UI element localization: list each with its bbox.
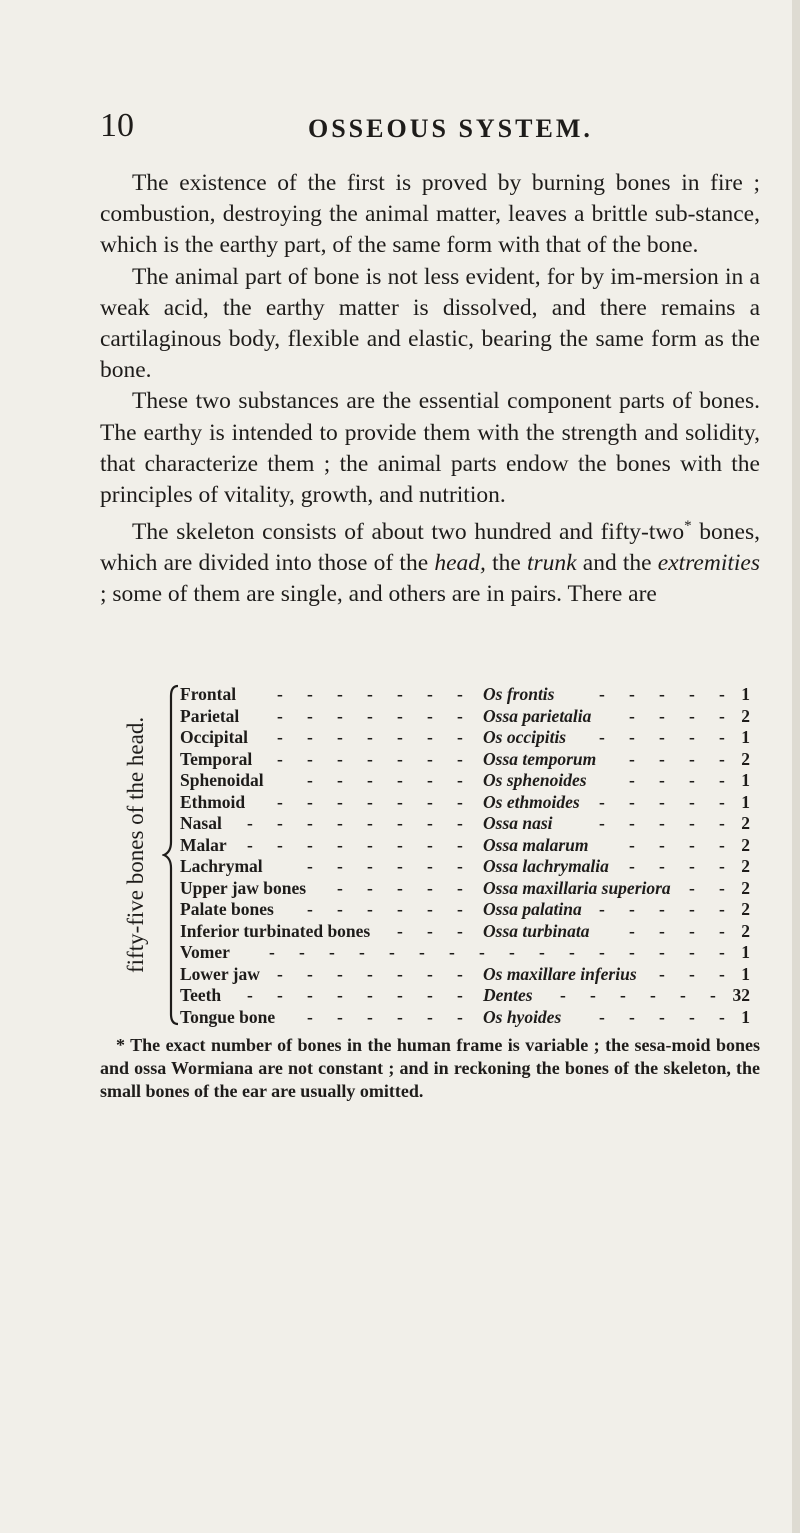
table-row [100,964,760,986]
leader-dash: - [457,684,463,704]
leader-dash: - [397,1006,403,1027]
leader-dash: - [457,834,463,855]
bone-english-name: Sphenoidal [180,770,264,790]
leader-dash: - [277,684,283,704]
leader-dash: - [599,942,605,962]
leader-dash: - [277,727,283,747]
leader-dash: - [329,942,335,962]
bone-latin-name: Os ethmoides [483,791,580,812]
leader-dash: - [307,684,313,704]
leader-dash: - [277,791,283,812]
leader-dash: - [427,684,433,704]
leader-dash: - [569,942,575,962]
footnote-text: * The exact number of bones in the human frame is variable ; the sesa-moid bones and ossa Wormiana are not constant ; and in reckoning the bones of the skeleton, the small bones of the ear are usually omitted. [100,1035,760,1101]
leader-dash: - [659,920,665,941]
leader-dash: - [367,705,373,726]
running-head: OSSEOUS SYSTEM. [308,114,593,143]
bone-english-name: Parietal [180,705,240,726]
bone-count: 2 [741,748,750,769]
table-row [100,985,760,1007]
leader-dash: - [719,834,725,855]
leader-dash: - [659,942,665,962]
leader-dash: - [659,791,665,812]
leader-dash: - [719,877,725,898]
table-row [100,856,760,878]
leader-dash: - [337,963,343,984]
bone-count: 1 [741,770,750,790]
leader-dash: - [710,985,716,1005]
leader-dash: - [659,748,665,769]
leader-dash: - [337,856,343,876]
table-row [100,878,760,900]
bone-count: 1 [741,942,750,962]
leader-dash: - [719,920,725,941]
leader-dash: - [397,684,403,704]
bone-english-name: Occipital [180,727,249,747]
leader-dash: - [689,877,695,898]
bone-english-name: Malar [180,834,227,855]
leader-dash: - [427,813,433,833]
leader-dash: - [307,770,313,790]
leader-dash: - [307,899,313,919]
bone-latin-name: Os sphenoides [483,770,587,790]
leader-dash: - [397,899,403,919]
bone-latin-name: Os hyoides [483,1006,562,1027]
leader-dash: - [689,684,695,704]
leader-dash: - [247,985,253,1005]
leader-dash: - [629,684,635,704]
bone-count: 1 [741,727,750,747]
leader-dash: - [659,1006,665,1027]
leader-dash: - [689,834,695,855]
leader-dash: - [337,877,343,898]
bone-latin-name: Ossa parietalia [483,705,592,726]
leader-dash: - [427,834,433,855]
leader-dash: - [659,963,665,984]
table-row [100,899,760,921]
leader-dash: - [689,791,695,812]
leader-dash: - [277,705,283,726]
leader-dash: - [629,791,635,812]
leader-dash: - [367,1006,373,1027]
bone-count: 2 [741,920,750,941]
table-row [100,706,760,728]
bones-of-head-table [100,684,760,1026]
leader-dash: - [689,856,695,876]
emphasis-trunk: trunk [526,550,577,577]
leader-dash: - [277,834,283,855]
leader-dash: - [457,791,463,812]
leader-dash: - [689,748,695,769]
bone-count: 1 [741,684,750,704]
leader-dash: - [629,834,635,855]
leader-dash: - [509,942,515,962]
bone-english-name: Ethmoid [180,791,246,812]
leader-dash: - [307,834,313,855]
page-edge-shadow [792,0,800,1533]
bone-count: 2 [741,834,750,855]
leader-dash: - [337,770,343,790]
bone-latin-name: Ossa nasi [483,813,553,833]
bone-english-name: Inferior turbinated bones [180,920,371,941]
leader-dash: - [689,942,695,962]
leader-dash: - [337,705,343,726]
leader-dash: - [427,705,433,726]
leader-dash: - [367,727,373,747]
leader-dash: - [367,856,373,876]
leader-dash: - [599,813,605,833]
leader-dash: - [689,963,695,984]
leader-dash: - [307,1006,313,1027]
leader-dash: - [337,791,343,812]
leader-dash: - [659,705,665,726]
leader-dash: - [427,1006,433,1027]
leader-dash: - [307,705,313,726]
bone-count: 2 [741,899,750,919]
leader-dash: - [337,813,343,833]
leader-dash: - [629,705,635,726]
bone-english-name: Frontal [180,684,237,704]
leader-dash: - [719,942,725,962]
leader-dash: - [337,727,343,747]
leader-dash: - [449,942,455,962]
leader-dash: - [367,684,373,704]
leader-dash: - [457,1006,463,1027]
leader-dash: - [367,963,373,984]
bone-latin-name: Ossa temporum [483,748,597,769]
paragraph: These two substances are the essential component parts of bones. The earthy is intended to provide them with the strength and solidity, that characterize them ; the animal parts endow the bones with the principles of vitality, growth, and nutrition. [100,388,760,509]
leader-dash: - [689,899,695,919]
leader-dash: - [427,899,433,919]
leader-dash: - [397,748,403,769]
bone-count: 1 [741,791,750,812]
leader-dash: - [689,920,695,941]
bone-count: 2 [741,877,750,898]
leader-dash: - [629,856,635,876]
leader-dash: - [427,770,433,790]
leader-dash: - [719,770,725,790]
leader-dash: - [367,791,373,812]
leader-dash: - [427,920,433,941]
leader-dash: - [457,899,463,919]
leader-dash: - [689,705,695,726]
leader-dash: - [689,813,695,833]
leader-dash: - [367,834,373,855]
leader-dash: - [307,791,313,812]
table-row [100,727,760,749]
bone-count: 32 [732,985,750,1005]
leader-dash: - [427,727,433,747]
leader-dash: - [479,942,485,962]
bone-latin-name: Ossa malarum [483,834,589,855]
table-row [100,942,760,964]
bone-latin-name: Ossa turbinata [483,920,590,941]
leader-dash: - [457,985,463,1005]
leader-dash: - [457,727,463,747]
leader-dash: - [457,856,463,876]
leader-dash: - [539,942,545,962]
leader-dash: - [397,985,403,1005]
leader-dash: - [719,856,725,876]
leader-dash: - [680,985,686,1005]
leader-dash: - [719,1006,725,1027]
bone-count: 2 [741,813,750,833]
bone-english-name: Lachrymal [180,856,263,876]
leader-dash: - [590,985,596,1005]
leader-dash: - [337,1006,343,1027]
leader-dash: - [719,684,725,704]
leader-dash: - [419,942,425,962]
bone-count: 2 [741,705,750,726]
leader-dash: - [427,856,433,876]
leader-dash: - [397,834,403,855]
leader-dash: - [629,748,635,769]
table-row [100,921,760,943]
leader-dash: - [599,899,605,919]
leader-dash: - [689,1006,695,1027]
footnote [100,1034,760,1103]
emphasis-extremities: extremities [657,550,760,577]
leader-dash: - [299,942,305,962]
leader-dash: - [659,813,665,833]
leader-dash: - [277,985,283,1005]
leader-dash: - [397,856,403,876]
bone-english-name: Upper jaw bones [180,877,307,898]
leader-dash: - [397,963,403,984]
leader-dash: - [659,834,665,855]
bone-latin-name: Ossa lachrymalia [483,856,609,876]
leader-dash: - [307,727,313,747]
table-row [100,835,760,857]
bone-english-name: Temporal [180,748,253,769]
leader-dash: - [659,727,665,747]
paragraph: The existence of the first is proved by burning bones in fire ; combustion, destroying the animal matter, leaves a brittle sub-stance, which is the earthy part, of the same form with that of the bone. [100,170,760,259]
leader-dash: - [457,963,463,984]
leader-dash: - [659,770,665,790]
leader-dash: - [599,791,605,812]
leader-dash: - [337,748,343,769]
leader-dash: - [397,791,403,812]
leader-dash: - [397,920,403,941]
table-row [100,770,760,792]
table-row [100,813,760,835]
leader-dash: - [397,813,403,833]
leader-dash: - [689,770,695,790]
leader-dash: - [629,813,635,833]
bone-english-name: Tongue bone [180,1006,276,1027]
leader-dash: - [337,834,343,855]
page-number: 10 [100,107,134,144]
bone-english-name: Vomer [180,942,230,962]
bone-latin-name: Os occipitis [483,727,567,747]
leader-dash: - [247,834,253,855]
leader-dash: - [599,1006,605,1027]
leader-dash: - [689,727,695,747]
bone-count: 1 [741,963,750,984]
paragraph: The animal part of bone is not less evident, for by im-mersion in a weak acid, the earthy matter is dissolved, and there remains a cartilaginous body, flexible and elastic, bearing the same form as the bone. [100,263,760,384]
bone-latin-name: Os frontis [483,684,555,704]
leader-dash: - [719,813,725,833]
leader-dash: - [337,684,343,704]
bone-english-name: Teeth [180,985,222,1005]
leader-dash: - [719,748,725,769]
leader-dash: - [629,920,635,941]
leader-dash: - [659,856,665,876]
bone-english-name: Palate bones [180,899,274,919]
table-row [100,792,760,814]
leader-dash: - [277,963,283,984]
bone-count: 2 [741,856,750,876]
leader-dash: - [560,985,566,1005]
leader-dash: - [427,963,433,984]
leader-dash: - [427,791,433,812]
leader-dash: - [367,770,373,790]
leader-dash: - [659,899,665,919]
leader-dash: - [307,813,313,833]
leader-dash: - [397,705,403,726]
bone-english-name: Lower jaw [180,963,260,984]
leader-dash: - [427,877,433,898]
leader-dash: - [719,727,725,747]
leader-dash: - [367,899,373,919]
emphasis-head: head, [434,550,486,577]
leader-dash: - [359,942,365,962]
leader-dash: - [367,877,373,898]
leader-dash: - [629,942,635,962]
leader-dash: - [307,963,313,984]
table-row [100,749,760,771]
leader-dash: - [397,877,403,898]
leader-dash: - [457,920,463,941]
leader-dash: - [307,856,313,876]
body-text [100,168,760,611]
leader-dash: - [367,748,373,769]
page-header [100,106,750,146]
leader-dash: - [650,985,656,1005]
leader-dash: - [620,985,626,1005]
bone-latin-name: Dentes [483,985,533,1005]
leader-dash: - [457,748,463,769]
footnote-mark: * [684,518,692,535]
bone-latin-name: Ossa palatina [483,899,582,919]
leader-dash: - [307,748,313,769]
table-row [100,1007,760,1029]
leader-dash: - [719,791,725,812]
leader-dash: - [397,770,403,790]
leader-dash: - [277,748,283,769]
leader-dash: - [427,985,433,1005]
bone-latin-name: Os maxillare inferius [483,963,637,984]
bone-latin-name: Ossa maxillaria superiora [483,877,671,898]
leader-dash: - [367,813,373,833]
leader-dash: - [719,899,725,919]
table-side-label: fifty-five bones of the head. [123,716,148,973]
leader-dash: - [389,942,395,962]
leader-dash: - [629,727,635,747]
leader-dash: - [629,770,635,790]
leader-dash: - [269,942,275,962]
leader-dash: - [277,813,283,833]
bone-english-name: Nasal [180,813,222,833]
leader-dash: - [719,963,725,984]
bone-count: 1 [741,1006,750,1027]
paragraph: The skeleton consists of about two hundred and fifty-two* bones, which are divided into those of the head, the trunk and the extremities ; some of them are single, and others are in pairs. There are [100,518,761,608]
leader-dash: - [457,770,463,790]
table-row [100,684,760,706]
leader-dash: - [599,684,605,704]
leader-dash: - [427,748,433,769]
leader-dash: - [457,813,463,833]
leader-dash: - [629,1006,635,1027]
leader-dash: - [719,705,725,726]
leader-dash: - [337,985,343,1005]
leader-dash: - [659,684,665,704]
leader-dash: - [367,985,373,1005]
leader-dash: - [599,727,605,747]
leader-dash: - [397,727,403,747]
leader-dash: - [337,899,343,919]
leader-dash: - [629,899,635,919]
leader-dash: - [247,813,253,833]
leader-dash: - [307,985,313,1005]
leader-dash: - [457,877,463,898]
leader-dash: - [457,705,463,726]
